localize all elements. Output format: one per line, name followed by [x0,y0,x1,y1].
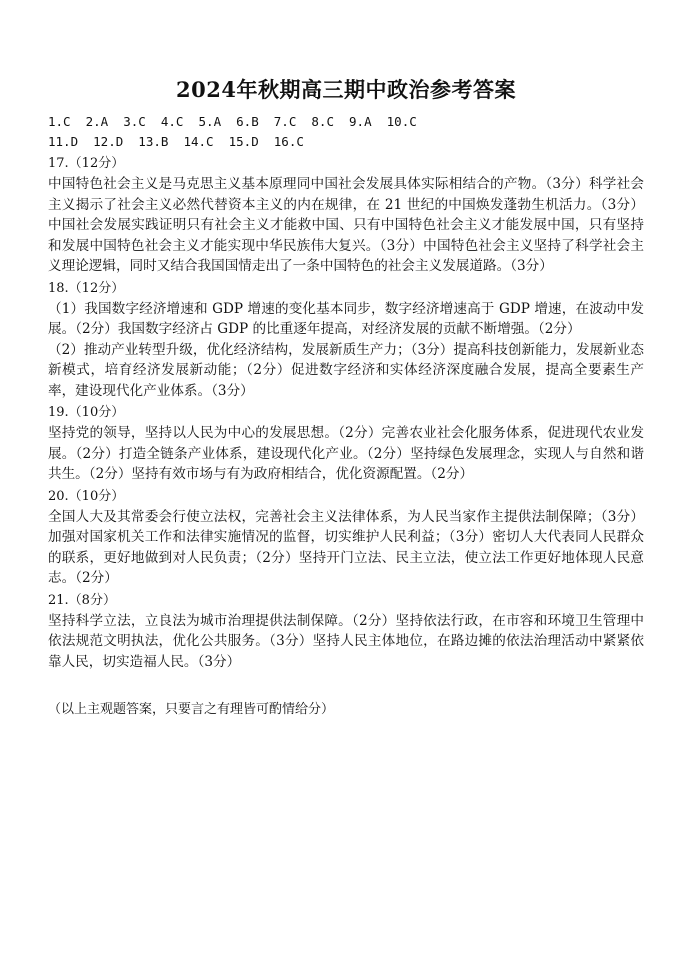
page-title: 2024年秋期高三期中政治参考答案 [176,77,516,102]
question-20-answer: 全国人大及其常委会行使立法权，完善社会主义法律体系，为人民当家作主提供法制保障；（3分）加强对国家机关工作和法律实施情况的监督，切实维护人民利益；（3分）密切人大代表同人民群众的联系，更好地做到对人民负责；（2分）坚持开门立法、民主立法，使立法工作更好地体现人民意志。（2分） [48,508,644,586]
question-17-answer: 中国特色社会主义是马克思主义基本原理同中国社会发展具体实际相结合的产物。（3分）科学社会主义揭示了社会主义必然代替资本主义的内在规律，在 21 世纪的中国焕发蓬勃生机活力。（3分）中国社会发展实践证明只有社会主义才能救中国、只有中国特色社会主义才能发展中国，只有坚持和发展中国特色社会主义才能实现中华民族伟大复兴。（3分）中国特色社会主义坚持了科学社会主义理论逻辑，同时又结合我国国情走出了一条中国特色的社会主义发展道路。（3分） [48,176,644,274]
question-17-heading: 17.（12分） [48,156,125,171]
question-18 [48,279,644,402]
question-21-answer: 坚持科学立法，立良法为城市治理提供法制保障。（2分）坚持依法行政，在市容和环境卫生管理中依法规范文明执法，优化公共服务。（3分）坚持人民主体地位，在路边摊的依法治理活动中紧紧依靠人民，切实造福人民。（3分） [48,612,644,670]
question-18-part-2-answer: （2）推动产业转型升级，优化经济结构，发展新质生产力；（3分）提高科技创新能力，发展新业态新模式，培育经济发展新动能；（2分）促进数字经济和实体经济深度融合发展，提高全要素生产率，建设现代化产业体系。（3分） [48,341,644,399]
grading-note: （以上主观题答案，只要言之有理皆可酌情给分） [48,702,335,717]
question-20-heading: 20.（10分） [48,488,125,504]
mc-answers-row-2: 11.D 12.D 13.B 14.C 15.D 16.C [48,134,304,149]
question-21-heading: 21.（8分） [48,592,116,608]
question-17 [48,154,644,277]
question-20 [48,487,644,589]
mc-answers-row-1: 1.C 2.A 3.C 4.C 5.A 6.B 7.C 8.C 9.A 10.C [48,114,417,129]
question-19 [48,403,644,485]
question-18-heading: 18.（12分） [48,280,125,296]
question-19-answer: 坚持党的领导，坚持以人民为中心的发展思想。（2分）完善农业社会化服务体系，促进现代农业发展。（2分）打造全链条产业体系，建设现代化产业。（2分）坚持绿色发展理念，实现人与自然和谐共生。（2分）坚持有效市场与有为政府相结合，优化资源配置。（2分） [48,425,644,482]
question-21 [48,591,644,673]
multiple-choice-answers [48,112,644,152]
question-18-part-1-answer: （1）我国数字经济增速和 GDP 增速的变化基本同步，数字经济增速高于 GDP 增速，在波动中发展。（2分）我国数字经济占 GDP 的比重逐年提高，对经济发展的贡献不断增强。（2分） [48,300,644,337]
question-19-heading: 19.（10分） [48,405,125,420]
